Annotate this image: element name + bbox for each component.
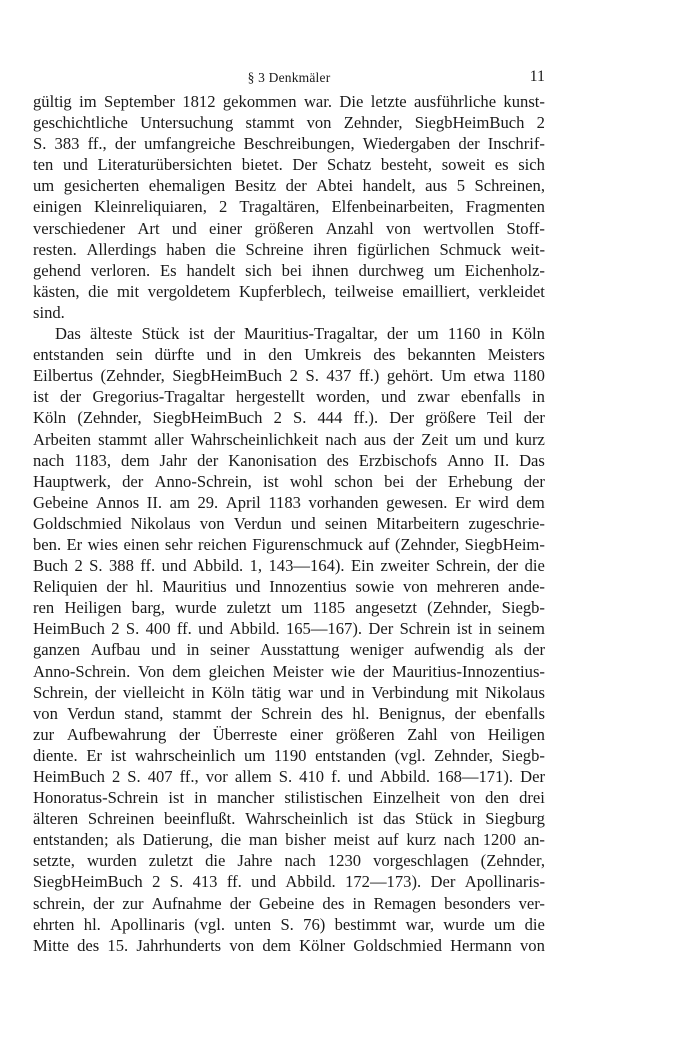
text-line: HeimBuch 2 S. 407 ff., vor allem S. 410 f. und Abbild. 168—171). Der [33, 767, 545, 786]
text-line: von Verdun stand, stammt der Schrein des hl. Benignus, der ebenfalls [33, 703, 545, 723]
text-line: Goldschmied Nikolaus von Verdun und seinen Mitarbeitern zugeschrie- [33, 513, 545, 533]
text-line: gehend verloren. Es handelt sich bei ihnen durchweg um Eichenholz- [33, 260, 545, 280]
text-line: einigen Kleinreliquiaren, 2 Tragaltären, Elfenbeinarbeiten, Fragmenten [33, 197, 545, 217]
text-line: zur Aufbewahrung der Überreste einer größeren Zahl von Heiligen [33, 724, 545, 744]
text-line: gültig im September 1812 gekommen war. Die letzte ausführliche kunst- [33, 92, 545, 111]
page-header [33, 68, 545, 90]
page-number: 11 [529, 68, 545, 85]
text-line: ehrten hl. Apollinaris (vgl. unten S. 76) bestimmt war, wurde um die [33, 914, 545, 934]
text-line: Reliquien der hl. Mauritius und Innozentius sowie von mehreren ande- [33, 577, 545, 597]
text-line: ganzen Aufbau und in seiner Ausstattung weniger aufwendig als der [33, 640, 545, 660]
text-line: Gebeine Annos II. am 29. April 1183 vorhanden gewesen. Er wird dem [33, 492, 545, 512]
text-line: um gesicherten ehemaligen Besitz der Abtei handelt, aus 5 Schreinen, [33, 176, 545, 196]
text-line: ist der Gregorius-Tragaltar hergestellt worden, und zwar ebenfalls in [33, 387, 545, 407]
text-line: Das älteste Stück ist der Mauritius-Tragaltar, der um 1160 in Köln [55, 324, 545, 344]
text-line: Anno-Schrein. Von dem gleichen Meister wie der Mauritius-Innozentius- [33, 661, 545, 681]
text-line: Mitte des 15. Jahrhunderts von dem Kölner Goldschmied Hermann von [33, 935, 545, 955]
text-line: kästen, die mit vergoldetem Kupferblech, teilweise emailliert, verkleidet [33, 281, 545, 301]
text-line: Honoratus-Schrein ist in mancher stilistischen Einzelheit von den drei [33, 788, 545, 808]
text-line: Hauptwerk, der Anno-Schrein, ist wohl schon bei der Erhebung der [33, 471, 545, 491]
text-line: älteren Schreinen beeinflußt. Wahrscheinlich ist das Stück in Siegburg [33, 809, 545, 829]
text-line: S. 383 ff., der umfangreiche Beschreibungen, Wiedergaben der Inschrif- [33, 134, 545, 154]
text-line: nach 1183, dem Jahr der Kanonisation des Erzbischofs Anno II. Das [33, 450, 545, 470]
body-text [33, 91, 545, 956]
text-line: diente. Er ist wahrscheinlich um 1190 entstanden (vgl. Zehnder, Siegb- [33, 745, 545, 765]
text-line: ten und Literaturübersichten bietet. Der Schatz besteht, soweit es sich [33, 155, 545, 175]
text-line: geschichtliche Untersuchung stammt von Zehnder, SiegbHeimBuch 2 [33, 113, 545, 133]
text-line: HeimBuch 2 S. 400 ff. und Abbild. 165—167). Der Schrein ist in seinem [33, 619, 545, 639]
text-line: verschiedener Art und einer größeren Anzahl von wertvollen Stoff- [33, 218, 545, 238]
text-line: entstanden sein dürfte und in den Umkreis des bekannten Meisters [33, 345, 545, 365]
text-line: resten. Allerdings haben die Schreine ihren figürlichen Schmuck weit- [33, 239, 545, 259]
text-line: schrein, der zur Aufnahme der Gebeine des in Remagen besonders ver- [33, 893, 545, 913]
text-line: ben. Er wies einen sehr reichen Figurenschmuck auf (Zehnder, SiegbHeim- [33, 534, 545, 554]
running-head: § 3 Denkmäler [247, 70, 331, 85]
text-line: Eilbertus (Zehnder, SiegbHeimBuch 2 S. 437 ff.) gehört. Um etwa 1180 [33, 366, 545, 386]
text-line: entstanden; als Datierung, die man bisher meist auf kurz nach 1200 an- [33, 830, 545, 850]
text-line: Köln (Zehnder, SiegbHeimBuch 2 S. 444 ff.). Der größere Teil der [33, 408, 545, 428]
text-line: sind. [33, 302, 65, 322]
text-line: Buch 2 S. 388 ff. und Abbild. 1, 143—164). Ein zweiter Schrein, der die [33, 556, 545, 576]
text-line: ren Heiligen barg, wurde zuletzt um 1185 angesetzt (Zehnder, Siegb- [33, 598, 545, 618]
text-line: SiegbHeimBuch 2 S. 413 ff. und Abbild. 172—173). Der Apollinaris- [33, 872, 545, 892]
text-line: Arbeiten stammt aller Wahrscheinlichkeit nach aus der Zeit um und kurz [33, 429, 545, 449]
text-line: setzte, wurden zuletzt die Jahre nach 1230 vorgeschlagen (Zehnder, [33, 851, 545, 871]
text-line: Schrein, der vielleicht in Köln tätig war und in Verbindung mit Nikolaus [33, 682, 545, 702]
